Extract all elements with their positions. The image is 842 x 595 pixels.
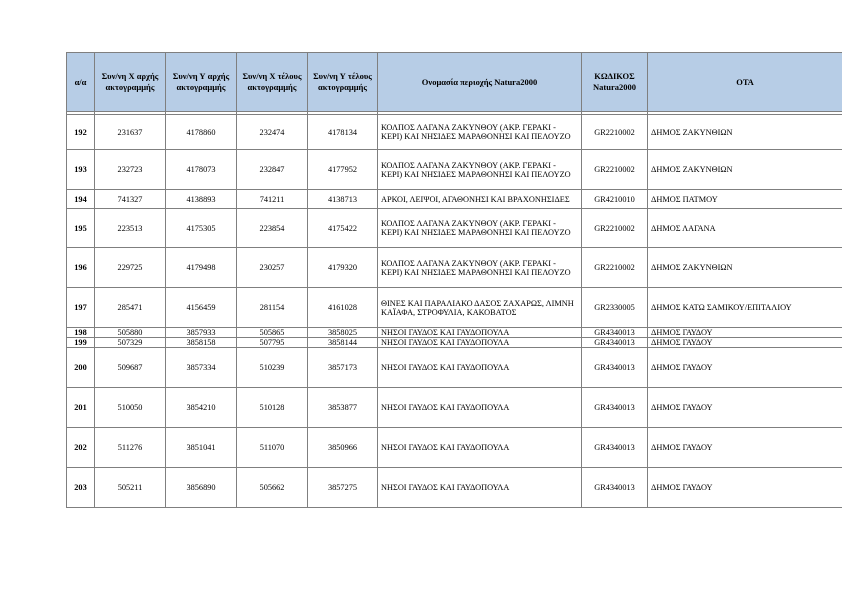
- cell-x-end: 505865: [237, 328, 308, 338]
- header-y-start: Συν/νη Υ αρχής ακτογραμμής: [166, 53, 237, 112]
- cell-row-number: 201: [67, 388, 95, 428]
- cell-area-name: ΝΗΣΟΙ ΓΑΥΔΟΣ ΚΑΙ ΓΑΥΔΟΠΟΥΛΑ: [378, 338, 582, 348]
- cell-x-start: 507329: [95, 338, 166, 348]
- cell-natura-code: GR4340013: [582, 348, 648, 388]
- cell-x-end: 230257: [237, 248, 308, 288]
- cell-area-name: ΚΟΛΠΟΣ ΛΑΓΑΝΑ ΖΑΚΥΝΘΟΥ (ΑΚΡ. ΓΕΡΑΚΙ - ΚΕΡΙ) ΚΑΙ ΝΗΣΙΔΕΣ ΜΑΡΑΘΟΝΗΣΙ ΚΑΙ ΠΕΛΟΥΖΟ: [378, 150, 582, 190]
- cell-row-number: 196: [67, 248, 95, 288]
- cell-x-end: 232847: [237, 150, 308, 190]
- header-ota: ΟΤΑ: [648, 53, 842, 112]
- cell-x-start: 285471: [95, 288, 166, 328]
- cell-x-start: 505211: [95, 468, 166, 508]
- cell-natura-code: GR2330005: [582, 288, 648, 328]
- header-x-start: Συν/νη Χ αρχής ακτογραμμής: [95, 53, 166, 112]
- table-row: [67, 348, 842, 388]
- cell-x-start: 509687: [95, 348, 166, 388]
- cell-area-name: ΚΟΛΠΟΣ ΛΑΓΑΝΑ ΖΑΚΥΝΘΟΥ (ΑΚΡ. ΓΕΡΑΚΙ - ΚΕΡΙ) ΚΑΙ ΝΗΣΙΔΕΣ ΜΑΡΑΘΟΝΗΣΙ ΚΑΙ ΠΕΛΟΥΖΟ: [378, 209, 582, 248]
- cell-y-end: 4175422: [308, 209, 378, 248]
- table-row: [67, 388, 842, 428]
- cell-y-start: 3854210: [166, 388, 237, 428]
- cell-area-name: ΚΟΛΠΟΣ ΛΑΓΑΝΑ ΖΑΚΥΝΘΟΥ (ΑΚΡ. ΓΕΡΑΚΙ - ΚΕΡΙ) ΚΑΙ ΝΗΣΙΔΕΣ ΜΑΡΑΘΟΝΗΣΙ ΚΑΙ ΠΕΛΟΥΖΟ: [378, 115, 582, 150]
- cell-x-end: 223854: [237, 209, 308, 248]
- cell-y-end: 4178134: [308, 115, 378, 150]
- cell-x-start: 231637: [95, 115, 166, 150]
- cell-y-end: 3853877: [308, 388, 378, 428]
- cell-x-end: 281154: [237, 288, 308, 328]
- cell-y-end: 4177952: [308, 150, 378, 190]
- cell-y-start: 4178860: [166, 115, 237, 150]
- cell-ota: ΔΗΜΟΣ ΓΑΥΔΟΥ: [648, 428, 842, 468]
- cell-x-end: 741211: [237, 190, 308, 209]
- cell-row-number: 199: [67, 338, 95, 348]
- cell-ota: ΔΗΜΟΣ ΓΑΥΔΟΥ: [648, 468, 842, 508]
- cell-area-name: ΝΗΣΟΙ ΓΑΥΔΟΣ ΚΑΙ ΓΑΥΔΟΠΟΥΛΑ: [378, 328, 582, 338]
- header-natura-code: ΚΩΔΙΚΟΣ Natura2000: [582, 53, 648, 112]
- cell-x-end: 505662: [237, 468, 308, 508]
- cell-y-start: 4179498: [166, 248, 237, 288]
- cell-x-start: 511276: [95, 428, 166, 468]
- table-row: [67, 150, 842, 190]
- cell-y-end: 4138713: [308, 190, 378, 209]
- cell-area-name: ΝΗΣΟΙ ΓΑΥΔΟΣ ΚΑΙ ΓΑΥΔΟΠΟΥΛΑ: [378, 348, 582, 388]
- cell-row-number: 192: [67, 115, 95, 150]
- cell-natura-code: GR2210002: [582, 115, 648, 150]
- cell-natura-code: GR4340013: [582, 338, 648, 348]
- cell-area-name: ΘΙΝΕΣ ΚΑΙ ΠΑΡΑΛΙΑΚΟ ΔΑΣΟΣ ΖΑΧΑΡΩΣ, ΛΙΜΝΗ ΚΑΪΑΦΑ, ΣΤΡΟΦΥΛΙΑ, ΚΑΚΟΒΑΤΟΣ: [378, 288, 582, 328]
- cell-x-start: 741327: [95, 190, 166, 209]
- cell-y-end: 3858025: [308, 328, 378, 338]
- cell-ota: ΔΗΜΟΣ ΖΑΚΥΝΘΙΩΝ: [648, 150, 842, 190]
- cell-ota: ΔΗΜΟΣ ΓΑΥΔΟΥ: [648, 328, 842, 338]
- cell-x-end: 510239: [237, 348, 308, 388]
- cell-ota: ΔΗΜΟΣ ΓΑΥΔΟΥ: [648, 348, 842, 388]
- cell-x-end: 507795: [237, 338, 308, 348]
- natura-coastline-table: [66, 52, 842, 508]
- cell-row-number: 193: [67, 150, 95, 190]
- cell-x-end: 511070: [237, 428, 308, 468]
- header-y-end: Συν/νη Υ τέλους ακτογραμμής: [308, 53, 378, 112]
- table-row: [67, 209, 842, 248]
- cell-y-start: 4175305: [166, 209, 237, 248]
- table-row: [67, 115, 842, 150]
- cell-row-number: 195: [67, 209, 95, 248]
- table-row: [67, 338, 842, 348]
- cell-natura-code: GR4340013: [582, 328, 648, 338]
- cell-y-end: 3857173: [308, 348, 378, 388]
- cell-x-start: 229725: [95, 248, 166, 288]
- cell-x-start: 505880: [95, 328, 166, 338]
- table-body: [67, 115, 842, 508]
- cell-area-name: ΝΗΣΟΙ ΓΑΥΔΟΣ ΚΑΙ ΓΑΥΔΟΠΟΥΛΑ: [378, 388, 582, 428]
- cell-natura-code: GR2210002: [582, 150, 648, 190]
- header-x-end: Συν/νη Χ τέλους ακτογραμμής: [237, 53, 308, 112]
- cell-row-number: 198: [67, 328, 95, 338]
- cell-row-number: 202: [67, 428, 95, 468]
- cell-y-start: 3858158: [166, 338, 237, 348]
- table-row: [67, 328, 842, 338]
- cell-y-start: 4178073: [166, 150, 237, 190]
- cell-y-start: 4156459: [166, 288, 237, 328]
- table-row: [67, 248, 842, 288]
- table-row: [67, 468, 842, 508]
- cell-y-end: 4161028: [308, 288, 378, 328]
- cell-ota: ΔΗΜΟΣ ΓΑΥΔΟΥ: [648, 338, 842, 348]
- cell-row-number: 200: [67, 348, 95, 388]
- cell-natura-code: GR4210010: [582, 190, 648, 209]
- cell-y-start: 3857933: [166, 328, 237, 338]
- cell-y-end: 3858144: [308, 338, 378, 348]
- header-row: [67, 53, 842, 112]
- cell-ota: ΔΗΜΟΣ ΖΑΚΥΝΘΙΩΝ: [648, 115, 842, 150]
- cell-area-name: ΑΡΚΟΙ, ΛΕΙΨΟΙ, ΑΓΑΘΟΝΗΣΙ ΚΑΙ ΒΡΑΧΟΝΗΣΙΔΕΣ: [378, 190, 582, 209]
- table-row: [67, 288, 842, 328]
- cell-y-end: 3857275: [308, 468, 378, 508]
- cell-natura-code: GR4340013: [582, 388, 648, 428]
- header-area-name: Ονομασία περιοχής Natura2000: [378, 53, 582, 112]
- cell-x-start: 223513: [95, 209, 166, 248]
- cell-y-start: 4138893: [166, 190, 237, 209]
- cell-area-name: ΝΗΣΟΙ ΓΑΥΔΟΣ ΚΑΙ ΓΑΥΔΟΠΟΥΛΑ: [378, 468, 582, 508]
- cell-area-name: ΚΟΛΠΟΣ ΛΑΓΑΝΑ ΖΑΚΥΝΘΟΥ (ΑΚΡ. ΓΕΡΑΚΙ - ΚΕΡΙ) ΚΑΙ ΝΗΣΙΔΕΣ ΜΑΡΑΘΟΝΗΣΙ ΚΑΙ ΠΕΛΟΥΖΟ: [378, 248, 582, 288]
- cell-y-start: 3851041: [166, 428, 237, 468]
- cell-y-end: 3850966: [308, 428, 378, 468]
- cell-x-end: 510128: [237, 388, 308, 428]
- cell-ota: ΔΗΜΟΣ ΓΑΥΔΟΥ: [648, 388, 842, 428]
- cell-x-start: 232723: [95, 150, 166, 190]
- cell-ota: ΔΗΜΟΣ ΛΑΓΑΝΑ: [648, 209, 842, 248]
- cell-natura-code: GR4340013: [582, 468, 648, 508]
- cell-row-number: 194: [67, 190, 95, 209]
- cell-row-number: 197: [67, 288, 95, 328]
- cell-y-end: 4179320: [308, 248, 378, 288]
- cell-row-number: 203: [67, 468, 95, 508]
- cell-natura-code: GR2210002: [582, 248, 648, 288]
- cell-x-start: 510050: [95, 388, 166, 428]
- cell-x-end: 232474: [237, 115, 308, 150]
- cell-ota: ΔΗΜΟΣ ΖΑΚΥΝΘΙΩΝ: [648, 248, 842, 288]
- cell-natura-code: GR4340013: [582, 428, 648, 468]
- header-aa: α/α: [67, 53, 95, 112]
- cell-y-start: 3857334: [166, 348, 237, 388]
- cell-area-name: ΝΗΣΟΙ ΓΑΥΔΟΣ ΚΑΙ ΓΑΥΔΟΠΟΥΛΑ: [378, 428, 582, 468]
- cell-natura-code: GR2210002: [582, 209, 648, 248]
- table-row: [67, 428, 842, 468]
- table-row: [67, 190, 842, 209]
- cell-ota: ΔΗΜΟΣ ΠΑΤΜΟΥ: [648, 190, 842, 209]
- cell-y-start: 3856890: [166, 468, 237, 508]
- cell-ota: ΔΗΜΟΣ ΚΑΤΩ ΣΑΜΙΚΟΥ/ΕΠΙΤΑΛΙΟΥ: [648, 288, 842, 328]
